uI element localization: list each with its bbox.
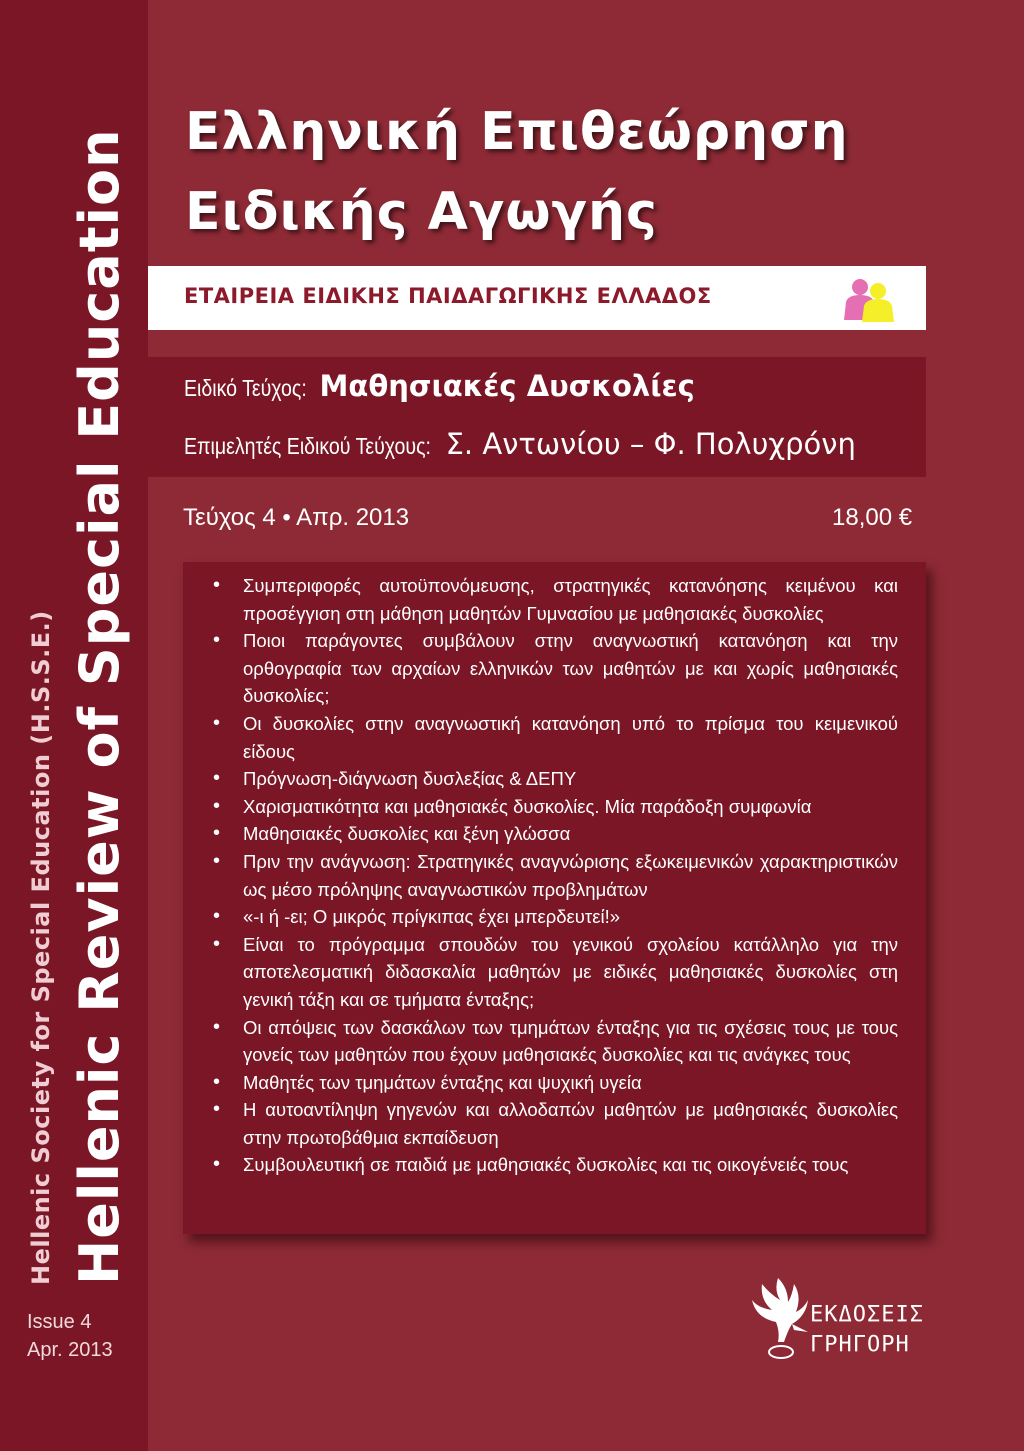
publisher-name-line1: ΕΚΔΟΣΕΙΣ	[810, 1302, 924, 1327]
spine-issue-info	[27, 1308, 113, 1364]
topic-item: • Συμπεριφορές αυτοϋπονόμευσης, στρατηγικές κατανόησης κειμένου και προσέγγιση στη μάθηση μαθητών Γυμνασίου με μαθησιακές δυσκολίες	[223, 572, 898, 627]
society-name: ΕΤΑΙΡΕΙΑ ΕΙΔΙΚΗΣ ΠΑΙΔΑΓΩΓΙΚΗΣ ΕΛΛΑΔΟΣ	[184, 284, 712, 308]
journal-title-line1: Ελληνική Επιθεώρηση	[185, 102, 849, 162]
spine-issue-number: Issue 4	[27, 1311, 92, 1333]
publisher-name	[810, 1300, 924, 1360]
society-band	[148, 266, 926, 330]
special-issue-row	[184, 369, 695, 403]
journal-title-line2: Ειδικής Αγωγής	[185, 182, 658, 242]
price: 18,00 €	[832, 504, 913, 531]
editors-names: Σ. Αντωνίου – Φ. Πολυχρόνη	[445, 427, 856, 461]
topic-item: • Πριν την ανάγνωση: Στρατηγικές αναγνώρισης εξωκειμενικών χαρακτηριστικών ως μέσο πρόληψης αναγνωστικών προβλημάτων	[223, 848, 898, 903]
special-issue-label: Ειδικό Τεύχος:	[184, 375, 307, 401]
topic-item: • Οι δυσκολίες στην αναγνωστική κατανόηση υπό το πρίσμα του κειμενικού είδους	[223, 710, 898, 765]
contents-panel	[183, 562, 926, 1234]
dove-icon	[748, 1270, 818, 1365]
spine-title: Hellenic Review of Special Education	[68, 128, 131, 1285]
topic-item: • Μαθητές των τμημάτων ένταξης και ψυχική υγεία	[223, 1069, 898, 1097]
topic-item: • Οι απόψεις των δασκάλων των τμημάτων ένταξης για τις σχέσεις τους με τους γονείς των μαθητών που έχουν μαθησιακές δυσκολίες και τις ανάγκες τους	[223, 1014, 898, 1069]
editors-label: Επιμελητές Ειδικού Τεύχους:	[184, 433, 431, 459]
topic-item: • Η αυτοαντίληψη γηγενών και αλλοδαπών μαθητών με μαθησιακές δυσκολίες στην πρωτοβάθμια εκπαίδευση	[223, 1096, 898, 1151]
publisher-logo	[748, 1270, 948, 1370]
two-people-icon	[840, 276, 900, 322]
issue-info: Τεύχος 4 • Απρ. 2013	[183, 504, 410, 531]
spine-subtitle: Hellenic Society for Special Education (H.S.S.E.)	[27, 610, 55, 1285]
editors-row	[184, 427, 856, 461]
special-issue-title: Μαθησιακές Δυσκολίες	[319, 369, 695, 403]
topic-item: • Συμβουλευτική σε παιδιά με μαθησιακές δυσκολίες και τις οικογένειές τους	[223, 1151, 898, 1179]
topic-item: • Μαθησιακές δυσκολίες και ξένη γλώσσα	[223, 820, 898, 848]
spine	[0, 0, 148, 1451]
topic-item: • Πρόγνωση-διάγνωση δυσλεξίας & ΔΕΠΥ	[223, 765, 898, 793]
topics-list	[183, 562, 926, 1179]
topic-item: • «-ι ή -ει; Ο μικρός πρίγκιπας έχει μπερδευτεί!»	[223, 903, 898, 931]
topic-item: • Χαρισματικότητα και μαθησιακές δυσκολίες. Μία παράδοξη συμφωνία	[223, 793, 898, 821]
spine-issue-date: Apr. 2013	[27, 1339, 113, 1361]
topic-item: • Ποιοι παράγοντες συμβάλουν στην αναγνωστική κατανόηση και την ορθογραφία των αρχαίων ελληνικών των μαθητών με και χωρίς μαθησιακές δυσκολίες;	[223, 627, 898, 710]
special-issue-panel	[148, 357, 926, 477]
journal-title	[185, 92, 849, 252]
topic-item: • Είναι το πρόγραμμα σπουδών του γενικού σχολείου κατάλληλο για την αποτελεσματική διδασκαλία μαθητών με ειδικές μαθησιακές δυσκολίες στη γενική τάξη και σε τμήματα ένταξης;	[223, 931, 898, 1014]
publisher-name-line2: ΓΡΗΓΟΡΗ	[810, 1332, 910, 1357]
